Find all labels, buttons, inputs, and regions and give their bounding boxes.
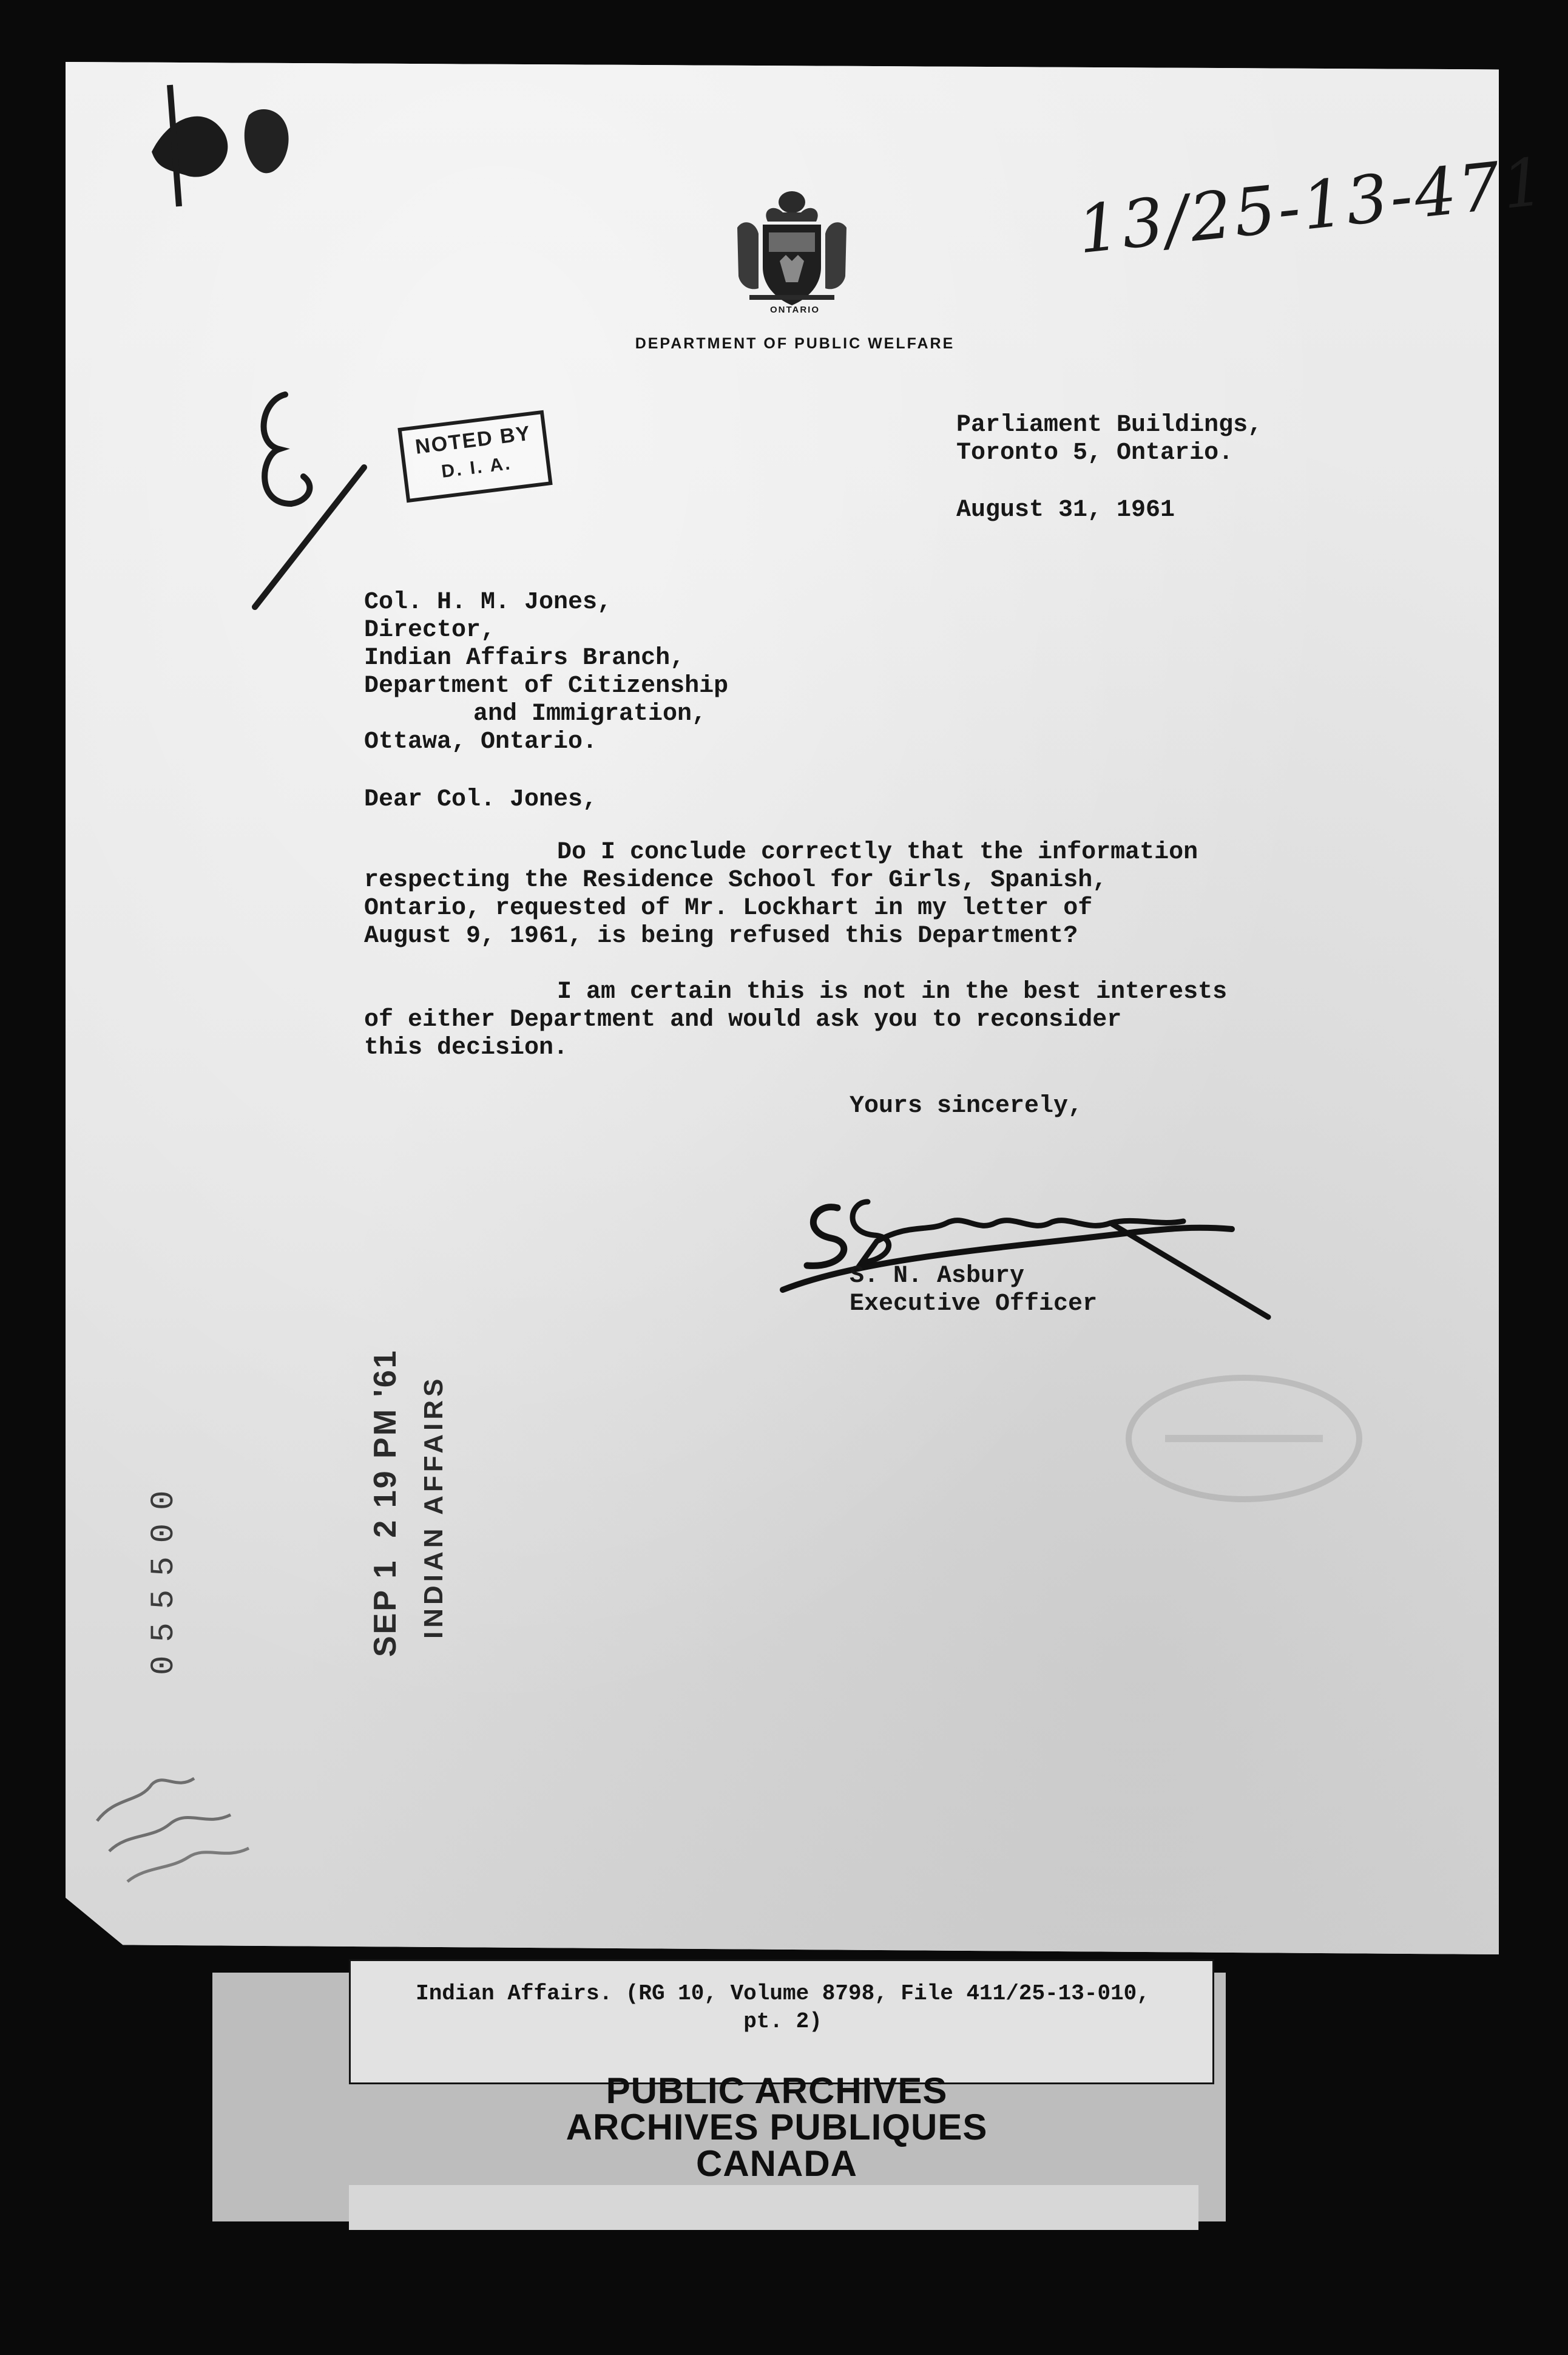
body-paragraph1-line1: Do I conclude correctly that the information	[557, 839, 1198, 866]
ontario-coat-of-arms	[725, 185, 859, 313]
recipient-line2: Director,	[364, 617, 496, 644]
sender-address-line1: Parliament Buildings,	[956, 412, 1263, 439]
handwritten-initial-mark	[243, 376, 400, 619]
recipient-line1: Col. H. M. Jones,	[364, 589, 612, 616]
public-archives-canada-label	[546, 2070, 1007, 2184]
archives-line3: CANADA	[696, 2143, 857, 2184]
department-heading: DEPARTMENT OF PUBLIC WELFARE	[635, 335, 955, 352]
handwritten-file-number: 13/25-13-471	[1074, 143, 1550, 269]
salutation: Dear Col. Jones,	[364, 786, 598, 813]
recipient-line3: Indian Affairs Branch,	[364, 645, 685, 672]
noted-stamp-line1: NOTED BY	[414, 421, 533, 459]
recipient-line6: Ottawa, Ontario.	[364, 728, 598, 756]
crest-label: ONTARIO	[769, 305, 820, 315]
recipient-line4: Department of Citizenship	[364, 673, 729, 700]
label-bottom-strip	[349, 2185, 1198, 2230]
body-paragraph1-line2: respecting the Residence School for Girls, Spanish,	[364, 867, 1107, 894]
body-paragraph1-line3: Ontario, requested of Mr. Lockhart in my letter of	[364, 895, 1093, 922]
letter-date: August 31, 1961	[956, 496, 1175, 524]
sender-address-line2: Toronto 5, Ontario.	[956, 439, 1234, 467]
noted-stamp-line2: D. I. A.	[440, 453, 513, 482]
archives-line1: PUBLIC ARCHIVES	[606, 2070, 948, 2111]
signer-title: Executive Officer	[850, 1290, 1098, 1318]
recipient-line5: and Immigration,	[473, 700, 707, 728]
faint-handwriting	[73, 1748, 291, 1906]
ink-smudge	[133, 79, 340, 237]
archives-line2: ARCHIVES PUBLIQUES	[566, 2107, 988, 2147]
body-paragraph1-line4: August 9, 1961, is being refused this Department?	[364, 923, 1078, 950]
body-paragraph2-line3: this decision.	[364, 1034, 569, 1062]
archive-source-text	[364, 1980, 1201, 2036]
serial-number: 055500	[146, 1477, 183, 1675]
received-stamp-office: INDIAN AFFAIRS	[419, 1375, 448, 1639]
faint-stamp-impression	[1117, 1360, 1371, 1517]
body-paragraph2-line2: of either Department and would ask you to reconsider	[364, 1006, 1122, 1034]
signer-name: S. N. Asbury	[850, 1262, 1025, 1290]
body-paragraph2-line1: I am certain this is not in the best interests	[557, 978, 1228, 1006]
archive-source-line2: pt. 2)	[743, 2009, 822, 2034]
received-stamp-date: SEP 1 2 19 PM '61	[368, 1349, 403, 1657]
archive-source-line1: Indian Affairs. (RG 10, Volume 8798, File 411/25-13-010,	[416, 1981, 1150, 2006]
closing: Yours sincerely,	[850, 1093, 1083, 1120]
